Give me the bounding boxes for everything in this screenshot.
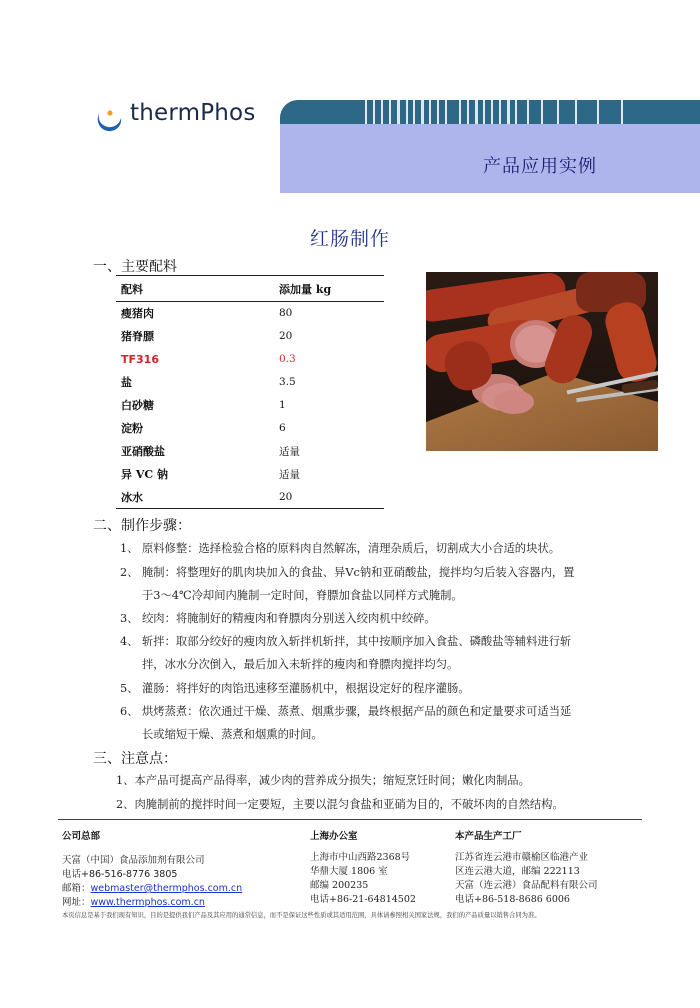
- step-number: 4、: [120, 635, 139, 648]
- ingredient-name: 猪脊膘: [121, 330, 154, 343]
- sausage-photo: [426, 272, 658, 451]
- table-row: [116, 302, 384, 325]
- ingredient-amount: 0.3: [279, 353, 296, 365]
- footer-factory-block: [455, 851, 598, 907]
- step-text-continued: 于3～4℃冷却间内腌制一定时间，脊膘加食盐以同样方式腌制。: [142, 589, 463, 602]
- footer-disclaimer: 本页信息是基于我们现有知识，目的是提供我们产品及其应用的通常信息，而不是保证这些性质或其适用范围，具体请参照相关国家法规，我们的产品质量以销售合同为准。: [62, 912, 541, 919]
- footer-shanghai-line: 华鼎大厦 1806 室: [310, 866, 388, 877]
- step-text: 灌肠：将拌好的肉馅迅速移至灌肠机中，根据设定好的程序灌肠。: [142, 682, 470, 695]
- footer-hq-web-row: [62, 896, 242, 910]
- table-row: [116, 325, 384, 348]
- step-text: 绞肉：将腌制好的精瘦肉和脊膘肉分别送入绞肉机中绞碎。: [142, 612, 436, 625]
- document-title: 红肠制作: [309, 228, 390, 250]
- note-item: 1、本产品可提高产品得率，减少肉的营养成分损失；缩短烹饪时间；嫩化肉制品。: [116, 774, 530, 787]
- table-row: [116, 463, 384, 486]
- banner-stripes-decoration: [365, 100, 700, 124]
- ingredient-amount: 6: [279, 422, 286, 434]
- ingredients-table: [116, 275, 384, 509]
- web-label: 网址：: [62, 897, 91, 908]
- step-text: 原料修整：选择检验合格的原料肉自然解冻，清理杂质后，切割成大小合适的块状。: [142, 542, 560, 555]
- ingredient-name: TF316: [121, 352, 159, 366]
- email-link[interactable]: webmaster@thermphos.com.cn: [90, 883, 243, 894]
- table-row: [116, 394, 384, 417]
- table-row: [116, 371, 384, 394]
- column-header: 添加量 kg: [279, 282, 332, 296]
- ingredient-amount: 3.5: [279, 376, 296, 388]
- ingredient-name: 冰水: [121, 490, 143, 504]
- step-number: 2、: [120, 566, 139, 579]
- ingredient-name: 白砂糖: [121, 399, 154, 412]
- step-text: 烘烤蒸煮：依次通过干燥、蒸煮、烟熏步骤，最终根据产品的颜色和定量要求可适当延: [142, 705, 572, 718]
- ingredient-name: 盐: [121, 376, 132, 389]
- ingredient-name: 异 VC 钠: [121, 468, 168, 481]
- footer-hq-title: 公司总部: [62, 831, 101, 842]
- step-text: 腌制：将整理好的肌肉块加入的食盐、异Vc钠和亚硝酸盐，搅拌均匀后装入容器内，置: [142, 566, 575, 579]
- step-number: 1、: [120, 542, 139, 555]
- table-row: [116, 417, 384, 440]
- footer-divider: [58, 819, 642, 820]
- step-text-continued: 拌，冰水分次倒入，最后加入未斩拌的瘦肉和脊膘肉搅拌均匀。: [142, 658, 459, 671]
- ingredient-amount: 适量: [279, 445, 300, 458]
- table-header-row: [116, 276, 384, 302]
- footer-hq-phone: 电话+86-516-8776 3805: [62, 869, 178, 880]
- ingredient-name: 瘦猪肉: [121, 307, 154, 321]
- column-header: 配料: [121, 282, 143, 296]
- footer-factory-title: 本产品生产工厂: [455, 831, 522, 842]
- ingredient-amount: 20: [279, 490, 293, 503]
- section-steps-heading: 二、制作步骤：: [93, 518, 191, 534]
- step-number: 6、: [120, 705, 139, 718]
- footer-factory-line: 电话+86-518-8686 6006: [455, 894, 570, 905]
- website-link[interactable]: www.thermphos.com.cn: [90, 897, 205, 908]
- ingredient-amount: 1: [279, 399, 286, 411]
- section-ingredients-heading: 一、主要配料: [93, 259, 177, 275]
- footer-hq-email-row: [62, 882, 242, 896]
- footer-shanghai-line: 电话+86-21-64814502: [310, 894, 416, 905]
- step-number: 5、: [120, 682, 139, 695]
- footer-shanghai-block: [310, 851, 416, 907]
- step-number: 3、: [120, 612, 139, 625]
- footer-hq-company: 天富（中国）食品添加剂有限公司: [62, 855, 205, 866]
- step-text-continued: 长或缩短干燥、蒸煮和烟熏的时间。: [142, 728, 323, 741]
- brand-logo: [93, 98, 273, 138]
- step-text: 斩拌：取部分绞好的瘦肉放入斩拌机斩拌，其中按顺序加入食盐、磷酸盐等辅料进行斩: [142, 635, 572, 648]
- ingredient-name: 淀粉: [121, 422, 143, 435]
- banner-title: 产品应用实例: [483, 156, 597, 177]
- logo-swirl-icon: [93, 100, 123, 134]
- ingredient-amount: 20: [279, 330, 293, 342]
- table-row: [116, 486, 384, 509]
- footer-shanghai-line: 邮编 200235: [310, 880, 369, 891]
- table-row-highlighted: [116, 348, 384, 371]
- header-banner: [280, 100, 700, 193]
- section-notes-heading: 三、注意点：: [93, 751, 177, 767]
- ingredient-name: 亚硝酸盐: [121, 445, 165, 458]
- footer-shanghai-title: 上海办公室: [310, 831, 358, 842]
- sausage-photo-illustration: [426, 272, 658, 451]
- table-row: [116, 440, 384, 463]
- note-item: 2、肉腌制前的搅拌时间一定要短，主要以混匀食盐和亚硝为目的，不破坏肉的自然结构。: [116, 798, 564, 811]
- email-label: 邮箱：: [62, 883, 91, 894]
- footer-hq-block: [62, 854, 242, 910]
- ingredient-amount: 适量: [279, 468, 300, 481]
- ingredient-amount: 80: [279, 307, 293, 320]
- footer-factory-line: 江苏省连云港市赣榆区临港产业: [455, 852, 589, 863]
- footer-factory-line: 天富（连云港）食品配料有限公司: [455, 880, 598, 891]
- logo-wordmark: thermPhos: [130, 100, 256, 126]
- footer-shanghai-line: 上海市中山西路2368号: [310, 852, 411, 863]
- footer-factory-line: 区连云港大道，邮编 222113: [455, 866, 580, 877]
